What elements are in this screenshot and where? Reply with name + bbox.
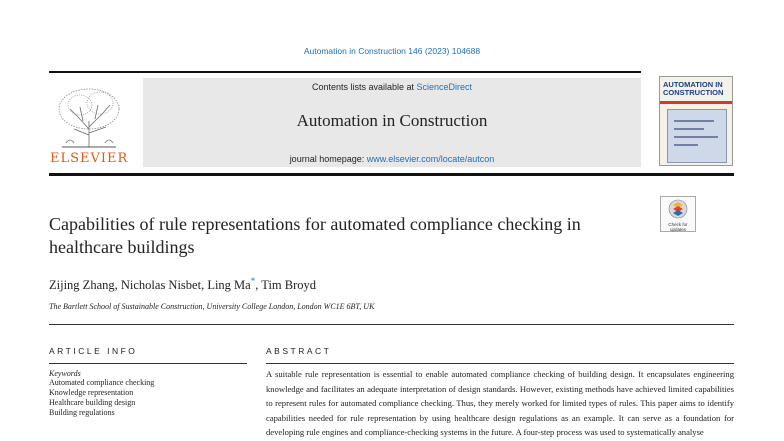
corresponding-author-star-icon[interactable]: * (250, 276, 256, 286)
keywords-block (49, 369, 247, 418)
journal-cover-image[interactable] (659, 76, 733, 166)
article-title: Capabilities of rule representations for automated compliance checking in healthcare buildings (49, 214, 581, 257)
keyword-item: Healthcare building design (49, 398, 136, 407)
keyword-item: Building regulations (49, 408, 115, 417)
abstract-heading: ABSTRACT (266, 346, 332, 356)
badge-label: Check for updates (668, 222, 688, 232)
check-for-updates-badge[interactable] (660, 196, 696, 232)
author-name[interactable]: Zijing Zhang (49, 278, 115, 293)
keywords-label: Keywords (49, 369, 81, 378)
article-info-rule (49, 363, 247, 364)
cover-title: AUTOMATION IN CONSTRUCTION (663, 80, 724, 97)
cover-band (660, 101, 733, 104)
affiliation-rule (49, 324, 734, 325)
keyword-item: Automated compliance checking (49, 378, 155, 387)
abstract-text: A suitable rule representation is essential to enable automated compliance checking of building design. It encapsulates engineering knowledge and facilitates an adequate interpretation of design standards. However, existing methods have achieved limited capabilities to represent rules for automated compliance checking. Thus, they merely worked for limited types of rules. This paper aims to identify capabilities needed for rule representation by using healthcare design regulations as an example. It can serve as a foundation for developing rule engines and compliance-checking systems in the future. A four-step process was used to systematically analyse (266, 369, 734, 437)
abstract-rule (266, 363, 734, 364)
author-name[interactable]: Nicholas Nisbet (120, 278, 202, 293)
author-affiliation: The Bartlett School of Sustainable Construction, University College London, London WC1E 6BT, UK (49, 302, 375, 311)
header-top-rule (49, 71, 641, 73)
elsevier-wordmark[interactable]: ELSEVIER (50, 151, 129, 166)
article-info-heading: ARTICLE INFO (49, 346, 138, 356)
journal-homepage-line (143, 154, 641, 164)
header-bottom-rule (49, 173, 734, 176)
journal-citation[interactable]: Automation in Construction 146 (2023) 104688 (303, 46, 481, 56)
cover-illustration (667, 109, 727, 163)
author-name[interactable]: Tim Broyd (261, 278, 317, 293)
keyword-item: Knowledge representation (49, 388, 134, 397)
journal-homepage-link[interactable]: www.elsevier.com/locate/autcon (366, 154, 495, 164)
contents-line (143, 82, 641, 92)
author-name[interactable]: Ling Ma (207, 278, 251, 293)
sciencedirect-link[interactable]: ScienceDirect (416, 82, 473, 92)
homepage-prefix: journal homepage: (289, 154, 367, 164)
journal-name: Automation in Construction (296, 111, 488, 130)
author-list: Zijing Zhang, Nicholas Nisbet, Ling Ma*, Tim Broyd (49, 276, 317, 293)
crossmark-check-for-updates-icon (661, 198, 695, 222)
contents-prefix: Contents lists available at (311, 82, 417, 92)
